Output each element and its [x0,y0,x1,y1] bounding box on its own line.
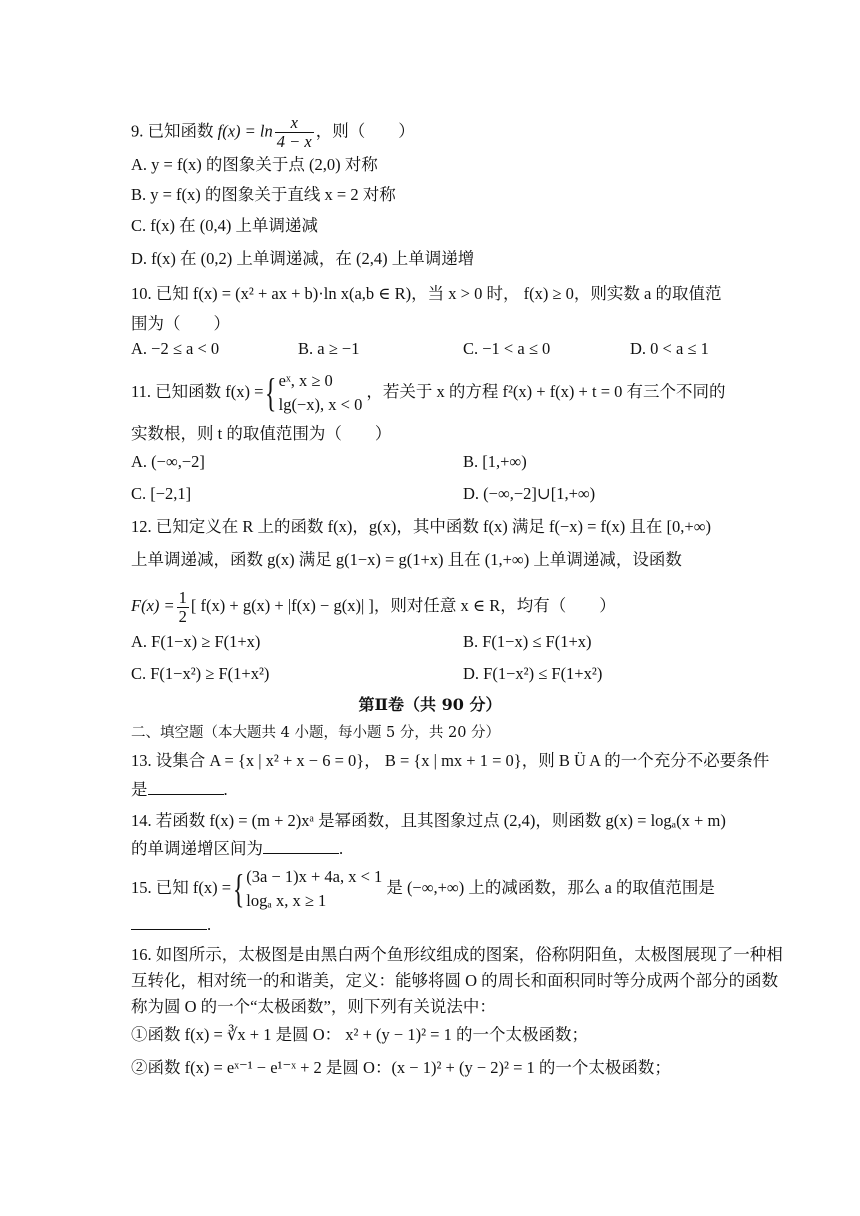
q15-answer-blank[interactable] [131,915,207,930]
q12-half-fraction: $\frac{1}{2}$ [178,587,187,626]
q11-option-d: D. (−∞,−2]∪[1,+∞) [463,484,596,503]
q11-option-c: C. [−2,1] [131,484,192,503]
q13-answer-blank[interactable] [148,780,224,795]
q12-option-a: A. F(1−x) ≥ F(1+x) [131,632,261,651]
q12-line-3: F(x) = $\frac{1}{2}$ [ f(x) + g(x) + |f(x) − g(x)| ]，则对任意 x ∈ R，均有（ ） [131,587,616,626]
q9-option-b: B. y = f(x) 的图象关于直线 x = 2 对称 [131,185,396,204]
q13-line-2: 是 . [131,780,228,799]
q10-option-a: A. −2 ≤ a < 0 [131,339,220,358]
q9-stem: 9. 已知函数 f(x) = ln $\frac{x}{4 - x}$ ，则（ ） [131,113,415,151]
q11-piecewise: eˣ, x ≥ 0 lg(−x), x < 0 [278,371,363,415]
section-2-subtitle: 二、填空题（本大题共 4 小题，每小题 5 分，共 20 分） [131,725,501,741]
q12-line-1: 12. 已知定义在 R 上的函数 f(x)，g(x)，其中函数 f(x) 满足 f(−x) = f(x) 且在 [0,+∞) [131,517,711,536]
q14-answer-blank[interactable] [263,839,339,854]
q16-line-1: 16. 如图所示，太极图是由黑白两个鱼形纹组成的图案，俗称阴阳鱼，太极图展现了一种相 [131,945,783,964]
q9-option-d: D. f(x) 在 (0,2) 上单调递减，在 (2,4) 上单调递增 [131,249,475,268]
q15-brace: { [232,866,245,912]
q12-option-b: B. F(1−x) ≤ F(1+x) [463,632,592,651]
q16-item-1: ①函数 f(x) = ∛x + 1 是圆 O： x² + (y − 1)² = 1 的一个太极函数； [131,1025,588,1044]
q11-brace: { [265,370,277,416]
q14-line-2: 的单调递增区间为 . [131,839,344,858]
q10-line-2: 围为（ ） [131,314,230,333]
q11-option-a: A. (−∞,−2] [131,452,205,471]
q15-line-2: . [131,914,731,936]
q12-option-d: D. F(1−x²) ≤ F(1+x²) [463,664,603,683]
q16-item-2: ②函数 f(x) = eˣ⁻¹ − e¹⁻ˣ + 2 是圆 O：(x − 1)² + (y − 2)² = 1 的一个太极函数； [131,1058,671,1077]
q10-option-c: C. −1 < a ≤ 0 [463,339,551,358]
section-2-title: 第Ⅱ卷（共 90 分） [358,695,502,714]
q10-option-b: B. a ≥ −1 [298,339,360,358]
q16-line-3: 称为圆 O 的一个“太极函数”，则下列有关说法中： [131,997,496,1016]
q10-option-d: D. 0 < a ≤ 1 [630,339,709,358]
q15-stem: 15. 已知 f(x) ={ (3a − 1)x + 4a, x < 1 logₐ x, x ≥ 1 是 (−∞,+∞) 上的减函数，那么 a 的取值范围是 [131,866,715,912]
q15-piecewise: (3a − 1)x + 4a, x < 1 logₐ x, x ≥ 1 [246,867,383,911]
q12-option-c: C. F(1−x²) ≥ F(1+x²) [131,664,270,683]
q14-line-1: 14. 若函数 f(x) = (m + 2)xᵃ 是幂函数，且其图象过点 (2,4)，则函数 g(x) = logₐ(x + m) [131,811,726,830]
q9-fraction: $\frac{x}{4 - x}$ [276,113,312,151]
q9-option-c: C. f(x) 在 (0,4) 上单调递减 [131,216,318,235]
q9-option-a: A. y = f(x) 的图象关于点 (2,0) 对称 [131,155,378,174]
q11-stem: 11. 已知函数 f(x) ={ eˣ, x ≥ 0 lg(−x), x < 0 ，若关于 x 的方程 f²(x) + f(x) + t = 0 有三个不同的 [131,370,726,416]
q16-line-2: 互转化，相对统一的和谐美，定义：能够将圆 O 的周长和面积同时等分成两个部分的函数 [131,971,779,990]
q10-line-1: 10. 已知 f(x) = (x² + ax + b)·ln x(a,b ∈ R)，当 x > 0 时， f(x) ≥ 0，则实数 a 的取值范 [131,284,722,303]
q13-line-1: 13. 设集合 A = {x | x² + x − 6 = 0}， B = {x | mx + 1 = 0}，则 B Ü A 的一个充分不必要条件 [131,751,770,770]
q11-option-b: B. [1,+∞) [463,452,527,471]
q11-line-2: 实数根，则 t 的取值范围为（ ） [131,424,392,443]
q9-function: f(x) = ln [217,121,273,141]
q12-line-2: 上单调递减，函数 g(x) 满足 g(1−x) = g(1+x) 且在 (1,+∞) 上单调递减，设函数 [131,550,682,569]
